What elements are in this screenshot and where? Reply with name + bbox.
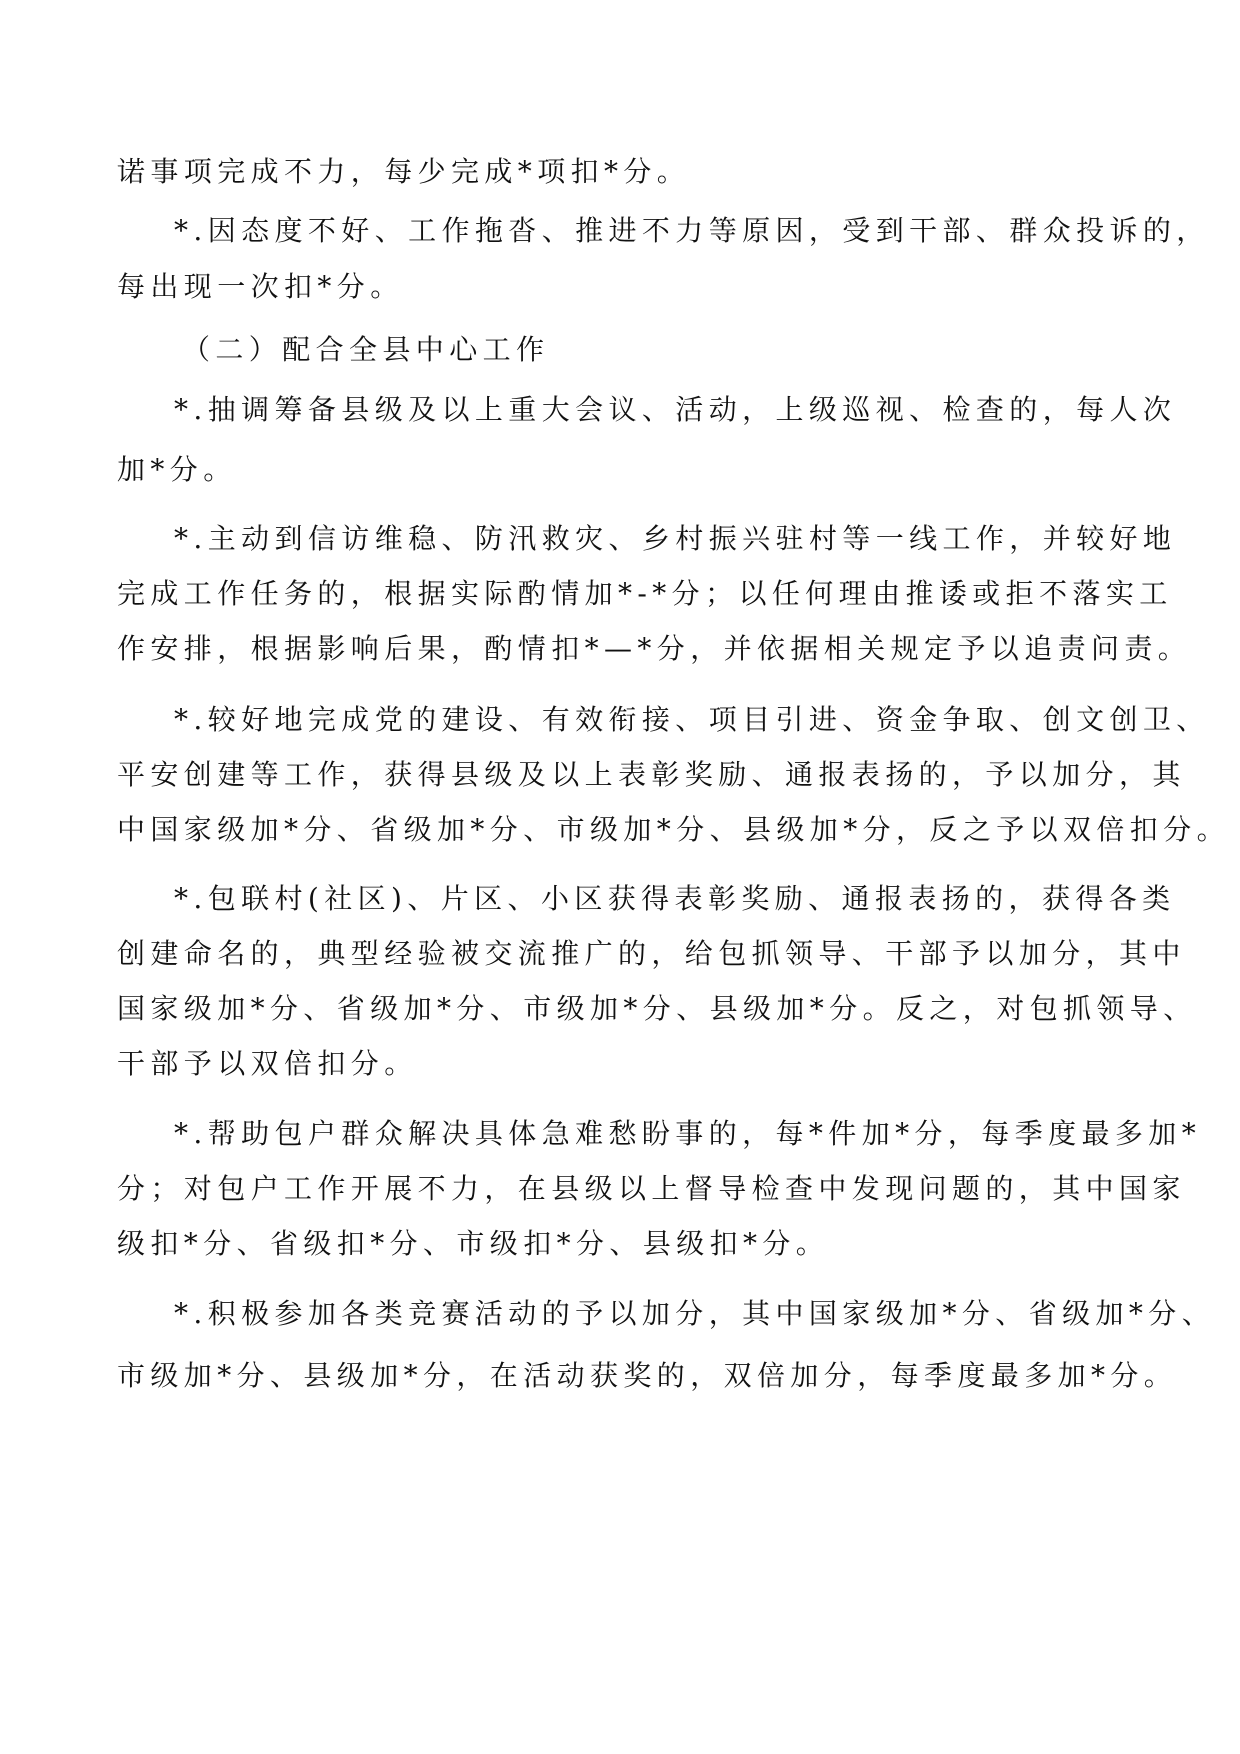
text-line: 市级加*分、县级加*分，在活动获奖的，双倍加分，每季度最多加*分。 xyxy=(117,1359,1178,1392)
text-line: 加*分。 xyxy=(117,453,237,486)
paragraph-line: *.抽调筹备县级及以上重大会议、活动，上级巡视、检查的，每人次 xyxy=(174,393,1177,426)
text-line: 国家级加*分、省级加*分、市级加*分、县级加*分。反之，对包抓领导、 xyxy=(117,992,1197,1025)
text-line: 创建命名的，典型经验被交流推广的，给包抓领导、干部予以加分，其中 xyxy=(117,937,1186,970)
paragraph-line: *.帮助包户群众解决具体急难愁盼事的，每*件加*分，每季度最多加* xyxy=(174,1117,1202,1150)
paragraph-line: *.积极参加各类竞赛活动的予以加分，其中国家级加*分、省级加*分、 xyxy=(174,1297,1216,1330)
text-line: 诺事项完成不力，每少完成*项扣*分。 xyxy=(117,155,691,188)
text-line: 平安创建等工作，获得县级及以上表彰奖励、通报表扬的，予以加分，其 xyxy=(117,758,1186,791)
text-line: 级扣*分、省级扣*分、市级扣*分、县级扣*分。 xyxy=(117,1227,830,1260)
text-line: 完成工作任务的，根据实际酌情加*-*分；以任何理由推诿或拒不落实工 xyxy=(117,577,1173,610)
section-heading: （二）配合全县中心工作 xyxy=(182,333,550,366)
paragraph-line: *.较好地完成党的建设、有效衔接、项目引进、资金争取、创文创卫、 xyxy=(174,703,1210,736)
text-line: 分；对包户工作开展不力，在县级以上督导检查中发现问题的，其中国家 xyxy=(117,1172,1186,1205)
text-line: 干部予以双倍扣分。 xyxy=(117,1047,418,1080)
text-line: 每出现一次扣*分。 xyxy=(117,270,404,303)
text-line: 中国家级加*分、省级加*分、市级加*分、县级加*分，反之予以双倍扣分。 xyxy=(117,813,1231,846)
text-line: 作安排，根据影响后果，酌情扣*—*分，并依据相关规定予以追责问责。 xyxy=(117,632,1192,665)
paragraph-line: *.因态度不好、工作拖沓、推进不力等原因，受到干部、群众投诉的， xyxy=(174,214,1210,247)
paragraph-line: *.主动到信访维稳、防汛救灾、乡村振兴驻村等一线工作，并较好地 xyxy=(174,522,1177,555)
paragraph-line: *.包联村(社区)、片区、小区获得表彰奖励、通报表扬的，获得各类 xyxy=(174,882,1176,915)
